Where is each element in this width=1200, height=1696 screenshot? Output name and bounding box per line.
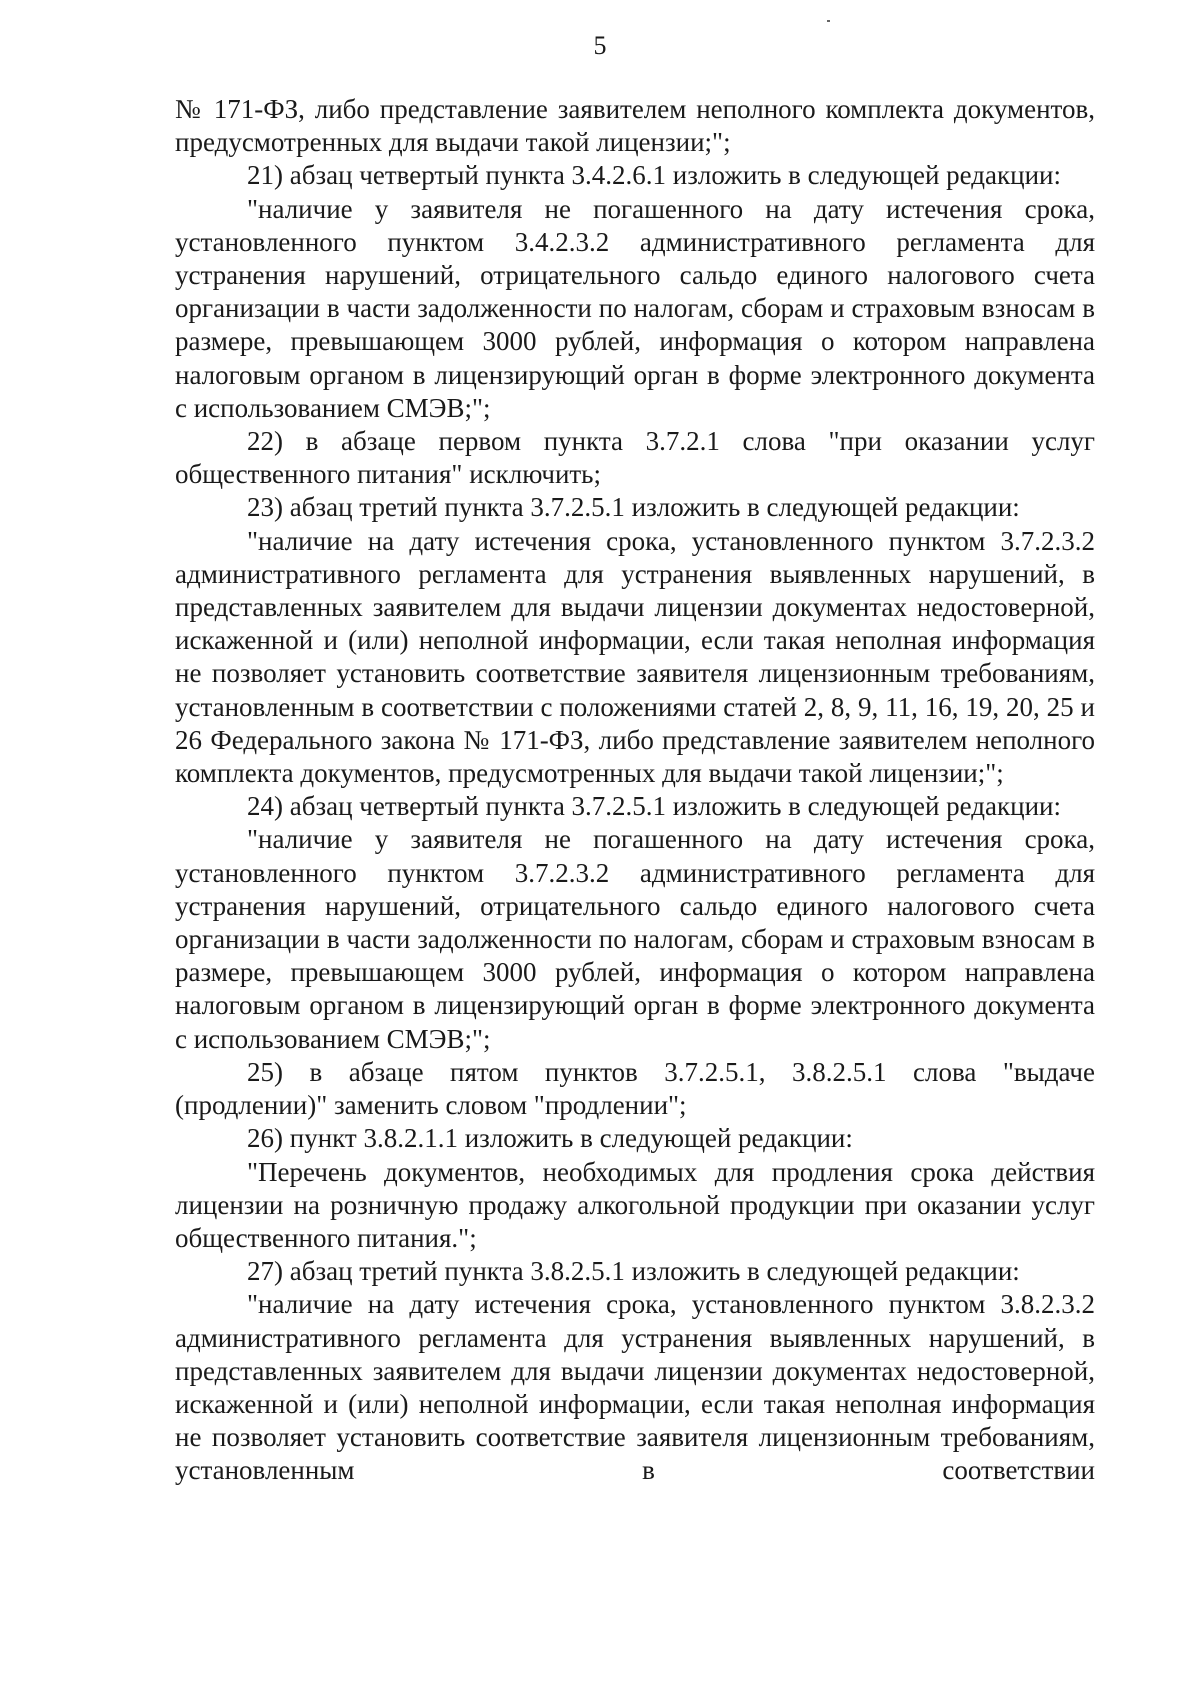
paragraph-quote-27: "наличие на дату истечения срока, установленного пунктом 3.8.2.3.2 административного регламента для устранения выявленных нарушений, в представленных заявителем для выдачи лицензии документах недостоверной, искаженной и (или) неполной информации, если такая неполная информация не позволяет установить соответствие заявителя лицензионным требованиям, установленным в соответствии	[175, 1289, 1095, 1486]
paragraph-item-26: 26) пункт 3.8.2.1.1 изложить в следующей редакции:	[247, 1123, 853, 1154]
paragraph-quote-26: "Перечень документов, необходимых для продления срока действия лицензии на розничную продажу алкогольной продукции при оказании услуг общественного питания.";	[175, 1156, 1095, 1253]
paragraph-quote-21: "наличие у заявителя не погашенного на дату истечения срока, установленного пунктом 3.4.2.3.2 административного регламента для устранения нарушений, отрицательного сальдо единого налогового счета организации в части задолженности по налогам, сборам и страховым взносам в размере, превышающем 3000 рублей, информация о котором направлена налоговым органом в лицензирующий орган в форме электронного документа с использованием СМЭВ;";	[175, 193, 1095, 423]
paragraph-item-24: 24) абзац четвертый пункта 3.7.2.5.1 изложить в следующей редакции:	[247, 791, 1061, 822]
paragraph-continuation: № 171-ФЗ, либо представление заявителем неполного комплекта документов, предусмотренных для выдачи такой лицензии;";	[175, 94, 1095, 158]
paragraph-item-22: 22) в абзаце первом пункта 3.7.2.1 слова "при оказании услуг общественного питания" исключить;	[175, 426, 1095, 490]
paragraph-quote-23: "наличие на дату истечения срока, установленного пунктом 3.7.2.3.2 административного регламента для устранения выявленных нарушений, в представленных заявителем для выдачи лицензии документах недостоверной, искаженной и (или) неполной информации, если такая неполная информация не позволяет установить соответствие заявителя лицензионным требованиям, установленным в соответствии с положениями статей 2, 8, 9, 11, 16, 19, 20, 25 и 26 Федерального закона № 171-ФЗ, либо представление заявителем неполного комплекта документов, предусмотренных для выдачи такой лицензии;";	[175, 525, 1095, 789]
paragraph-item-21: 21) абзац четвертый пункта 3.4.2.6.1 изложить в следующей редакции:	[247, 160, 1061, 191]
paragraph-item-23: 23) абзац третий пункта 3.7.2.5.1 изложить в следующей редакции:	[247, 492, 1020, 523]
paragraph-quote-24: "наличие у заявителя не погашенного на дату истечения срока, установленного пунктом 3.7.2.3.2 административного регламента для устранения нарушений, отрицательного сальдо единого налогового счета организации в части задолженности по налогам, сборам и страховым взносам в размере, превышающем 3000 рублей, информация о котором направлена налоговым органом в лицензирующий орган в форме электронного документа с использованием СМЭВ;";	[175, 824, 1095, 1054]
page-number: 5	[593, 31, 607, 60]
paragraph-item-25: 25) в абзаце пятом пунктов 3.7.2.5.1, 3.8.2.5.1 слова "выдаче (продлении)" заменить словом "продлении";	[175, 1056, 1095, 1121]
paragraph-item-27: 27) абзац третий пункта 3.8.2.5.1 изложить в следующей редакции:	[247, 1256, 1020, 1287]
scan-speck	[827, 20, 830, 22]
document-body	[175, 93, 1095, 1488]
